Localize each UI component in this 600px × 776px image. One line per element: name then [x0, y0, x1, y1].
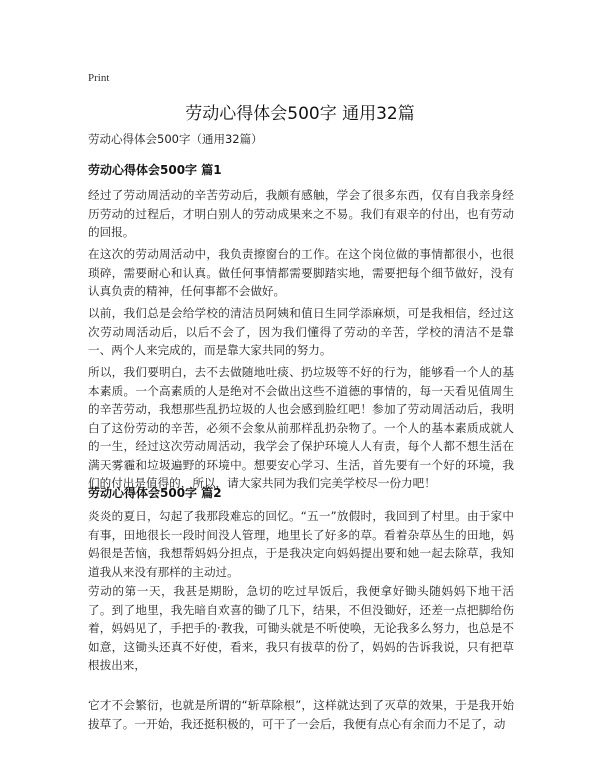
paragraph: 在这次的劳动周活动中，我负责擦窗台的工作。在这个岗位做的事情都很小，也很琐碎，需要耐心和认真。做任何事情都需要脚踏实地，需要把每个细节做好，没有认真负责的精神，任何事都不会做好。 [88, 247, 514, 298]
section-heading-1: 劳动心得体会500字 篇1 [88, 163, 222, 177]
document-subtitle: 劳动心得体会500字（通用32篇） [88, 132, 263, 146]
section-heading-2: 劳动心得体会500字 篇2 [88, 486, 222, 500]
paragraph: 经过了劳动周活动的辛苦劳动后，我颇有感触，学会了很多东西，仅有自我亲身经历劳动的过程后，才明白别人的劳动成果来之不易。我们有艰辛的付出，也有劳动的回报。 [88, 188, 514, 239]
paragraph: 炎炎的夏日，勾起了我那段难忘的回忆。“五一”放假时，我回到了村里。由于家中有事，田地很长一段时间没人管理，地里长了好多的草。看着杂草丛生的田地，妈妈很是苦恼，我想帮妈妈分担点，于是我决定向妈妈提出要和她一起去除草，我知道我从来没有那样的主动过。 [88, 509, 514, 579]
page-title: 劳动心得体会500字 通用32篇 [185, 104, 415, 124]
paragraph: 以前，我们总是会给学校的清洁员阿姨和值日生同学添麻烦，可是我相信，经过这次劳动周活动后，以后不会了，因为我们懂得了劳动的辛苦，学校的清洁不是靠一、两个人来完成的，而是靠大家共同的努力。 [88, 306, 514, 357]
paragraph: 它才不会繁衍，也就是所谓的“斩草除根”，这样就达到了灭草的效果，于是我开始拔草了。一开始，我还挺积极的，可干了一会后，我便有点心有余而力不足了，动 [88, 698, 514, 731]
paragraph: 所以，我们要明白，去不去做随地吐痰、扔垃圾等不好的行为，能够看一个人的基本素质。一个高素质的人是绝对不会做出这些不道德的事情的，每一天看见值周生的辛苦劳动，我想那些乱扔垃圾的人也会感到脸红吧！参加了劳动周活动后，我明白了这份劳动的辛苦，必须不会象从前那样乱扔杂物了。一个人的基本素质成就人的一生，经过这次劳动周活动，我学会了保护环境人人有责，每个人都不想生活在满天雾霾和垃圾遍野的环境中。想要安心学习、生活，首先要有一个好的环境，我们的付出是值得的，所以，请大家共同为我们完美学校尽一份力吧！ [88, 365, 514, 490]
paragraph: 劳动的第一天，我甚是期盼，急切的吃过早饭后，我便拿好锄头随妈妈下地干活了。到了地里，我先暗自欢喜的锄了几下，结果，不但没锄好，还差一点把脚给伤着，妈妈见了，手把手的·教我，可锄头就是不听使唤，无论我多么努力，也总是不如意，这锄头还真不好使，看来，我只有拔草的份了，妈妈的告诉我说，只有把草根拔出来， [88, 584, 514, 672]
print-link[interactable]: Print [88, 72, 110, 84]
